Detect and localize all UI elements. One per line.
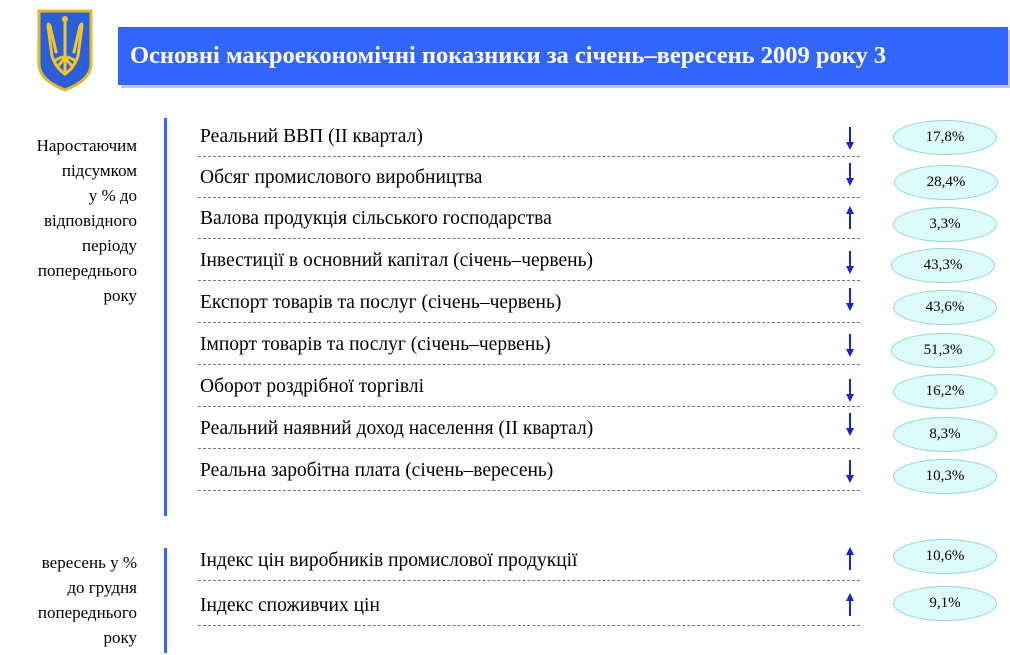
indicator-label: Валова продукція сільського господарства (200, 208, 552, 229)
value-badge: 43,6% (893, 290, 997, 325)
section-1-label-line: періоду (81, 236, 137, 255)
trend-down-icon (845, 162, 855, 188)
indicator-row (198, 595, 860, 626)
value-badge: 43,3% (891, 248, 995, 283)
trend-down-icon (845, 333, 855, 359)
indicator-row (198, 292, 860, 323)
trend-up-icon (845, 204, 855, 230)
value-badge: 3,3% (893, 207, 997, 242)
coat-of-arms-icon (36, 8, 94, 92)
value-badge: 9,1% (893, 586, 997, 621)
indicator-row (198, 376, 860, 407)
value-badge: 16,2% (893, 374, 997, 409)
indicator-label: Реальний ВВП (ІІ квартал) (200, 126, 423, 147)
indicator-row (198, 250, 860, 281)
indicator-row (198, 460, 860, 491)
section-1-label-line: у % до (88, 186, 137, 205)
indicator-row (198, 126, 860, 157)
value-badge: 51,3% (891, 333, 995, 368)
value-badge: 10,3% (893, 459, 997, 494)
section-2-label-line: попереднього (37, 603, 137, 622)
value-badge: 17,8% (893, 120, 997, 155)
section-1-label-line: попереднього (37, 261, 137, 280)
section-1-label-line: Наростаючим (36, 136, 137, 155)
trend-up-icon (845, 591, 855, 617)
section-2-divider (164, 548, 167, 653)
trend-down-icon (845, 126, 855, 152)
indicator-row (198, 334, 860, 365)
indicator-label: Імпорт товарів та послуг (січень–червень) (200, 334, 551, 355)
indicator-label: Реальна заробітна плата (січень–вересень) (200, 460, 554, 481)
value-badge: 10,6% (893, 539, 997, 574)
section-2-label-line: вересень у % (41, 553, 137, 572)
trend-up-icon (845, 545, 855, 571)
trend-down-icon (845, 412, 855, 438)
indicator-row (198, 418, 860, 449)
value-badge: 8,3% (893, 417, 997, 452)
section-1-label-line: підсумком (61, 161, 137, 180)
indicator-label: Обсяг промислового виробництва (200, 167, 483, 188)
trend-down-icon (845, 459, 855, 485)
section-1-divider (164, 118, 167, 516)
indicator-row (198, 550, 860, 581)
indicator-row (198, 208, 860, 239)
trend-down-icon (845, 250, 855, 276)
indicator-row (198, 167, 860, 198)
section-1-label (0, 133, 137, 308)
value-badge: 28,4% (894, 165, 998, 200)
section-1-label-line: відповідного (43, 211, 137, 230)
page-title: Основні макроекономічні показники за січень–вересень 2009 року 3 (130, 42, 887, 69)
indicator-label: Інвестиції в основний капітал (січень–червень) (200, 250, 593, 271)
indicator-label: Індекс цін виробників промислової продукції (200, 550, 578, 571)
indicator-label: Реальний наявний доход населення (ІІ квартал) (200, 418, 594, 439)
title-bar (118, 27, 1008, 85)
section-1-label-line: року (103, 286, 137, 305)
section-2-label-line: до грудня (67, 578, 137, 597)
section-2-label-line: року (103, 628, 137, 647)
indicator-label: Індекс споживчих цін (200, 595, 380, 616)
indicator-label: Оборот роздрібної торгівлі (200, 376, 425, 397)
section-2-label (0, 550, 137, 650)
trend-down-icon (845, 378, 855, 404)
trend-down-icon (845, 287, 855, 313)
indicator-label: Експорт товарів та послуг (січень–червень) (200, 292, 562, 313)
